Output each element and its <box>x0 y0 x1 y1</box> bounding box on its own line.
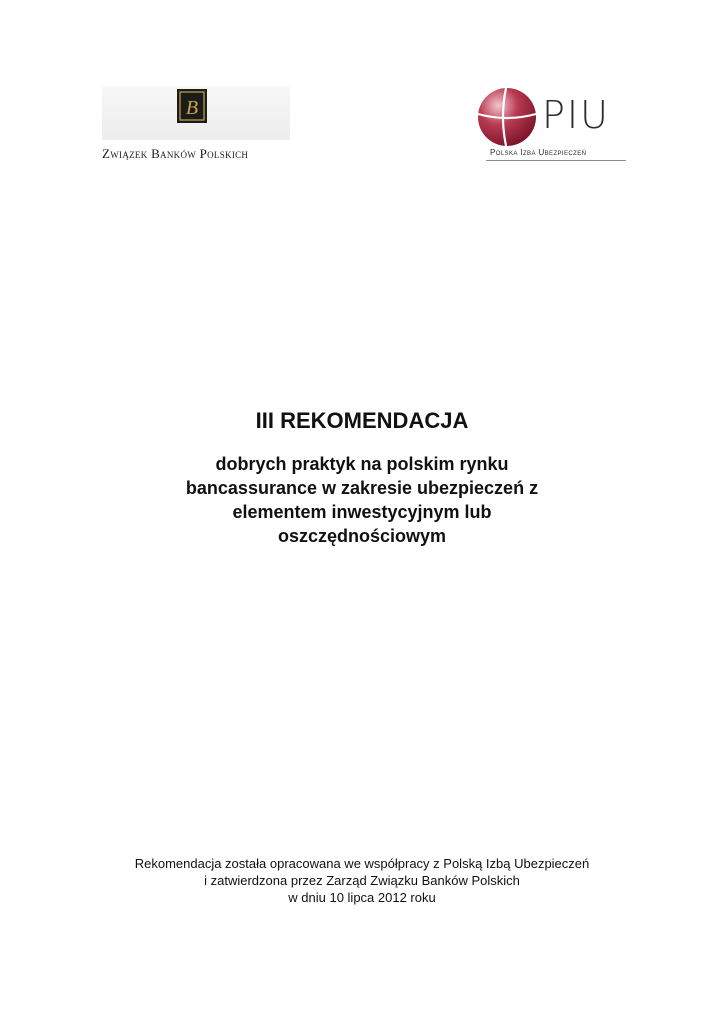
piu-globe-icon <box>476 86 538 148</box>
subtitle-line: elementem inwestycyjnym lub <box>232 502 492 522</box>
zbp-emblem-icon <box>177 89 207 123</box>
subtitle-line: dobrych praktyk na polskim rynku <box>215 454 509 474</box>
page-title: III REKOMENDACJA <box>255 408 469 433</box>
note-line: Rekomendacja została opracowana we współpracy z Polską Izbą Ubezpieczeń <box>134 856 590 871</box>
zbp-logo <box>102 86 292 162</box>
piu-divider <box>486 160 626 161</box>
zbp-logo-name: Związek Banków Polskich <box>102 146 249 161</box>
piu-logo-name: Polska Izba Ubezpieczeń <box>490 148 587 157</box>
note-line: w dniu 10 lipca 2012 roku <box>288 890 436 905</box>
page-subtitle <box>112 452 612 548</box>
piu-letters: PIU <box>542 93 610 137</box>
zbp-emblem-letter: B <box>185 97 199 119</box>
note-line: i zatwierdzona przez Zarząd Związku Banków Polskich <box>204 873 520 888</box>
subtitle-line: oszczędnościowym <box>277 526 447 546</box>
piu-logo <box>476 86 626 166</box>
subtitle-line: bancassurance w zakresie ubezpieczeń z <box>185 478 539 498</box>
approval-note <box>0 855 724 906</box>
